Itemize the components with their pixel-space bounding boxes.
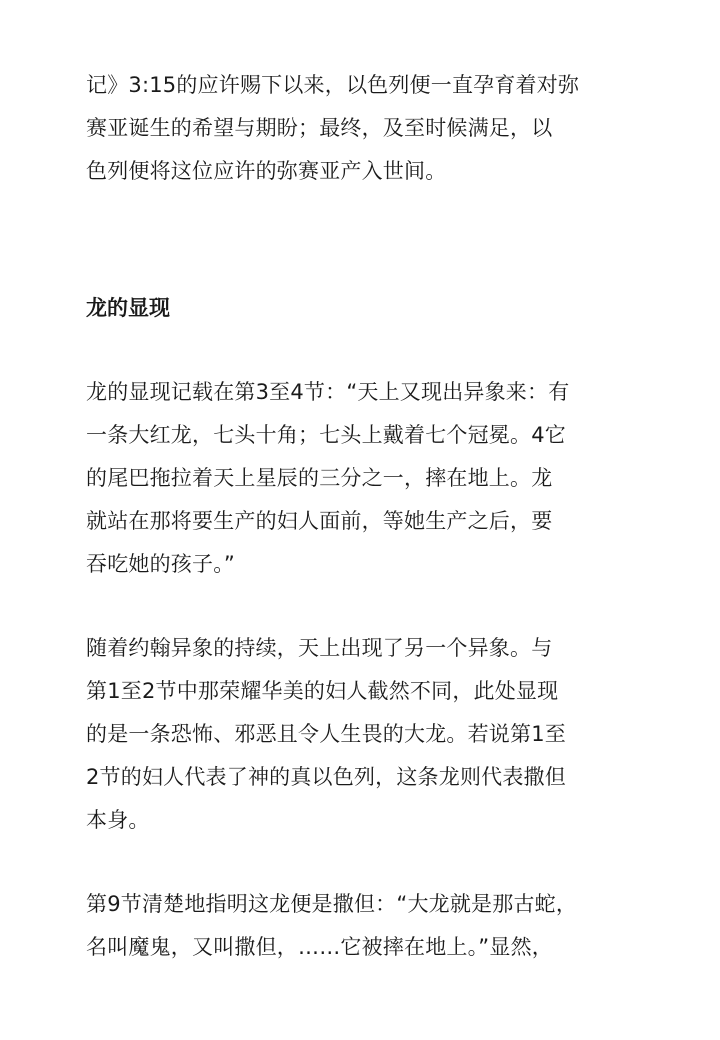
text-line: 随着约翰异象的持续，天上出现了另一个异象。与 [86, 636, 553, 660]
text-line: 就站在那将要生产的妇人面前，等她生产之后，要 [86, 509, 553, 533]
text-line: 吞吃她的孩子。” [86, 552, 235, 576]
text-line: 2节的妇人代表了神的真以色列，这条龙则代表撒但 [86, 765, 566, 789]
paragraph-verse-nine [86, 883, 634, 969]
text-line: 一条大红龙，七头十角；七头上戴着七个冠冕。4它 [86, 423, 566, 447]
paragraph-dragon-appearance [86, 371, 634, 586]
text-line: 龙的显现记载在第3至4节：“天上又现出异象来：有 [86, 380, 570, 404]
text-line: 记》3:15的应许赐下以来，以色列便一直孕育着对弥 [86, 73, 580, 97]
text-line: 名叫魔鬼，又叫撒但，……它被摔在地上。”显然， [86, 935, 553, 959]
paragraph-intro [86, 64, 634, 193]
paragraph-spacer [86, 842, 634, 883]
text-line: 的尾巴拖拉着天上星辰的三分之一，摔在地上。龙 [86, 466, 553, 490]
section-spacer [86, 193, 634, 287]
section-heading: 龙的显现 [86, 296, 170, 320]
text-line: 第9节清楚地指明这龙便是撒但：“大龙就是那古蛇， [86, 892, 578, 916]
article-body [86, 64, 634, 969]
text-line: 第1至2节中那荣耀华美的妇人截然不同，此处显现 [86, 679, 559, 703]
text-line: 色列便将这位应许的弥赛亚产入世间。 [86, 159, 447, 183]
paragraph-spacer [86, 330, 634, 371]
text-line: 赛亚诞生的希望与期盼；最终，及至时候满足，以 [86, 116, 553, 140]
paragraph-spacer [86, 586, 634, 627]
text-line: 本身。 [86, 808, 150, 832]
text-line: 的是一条恐怖、邪恶且令人生畏的大龙。若说第1至 [86, 722, 566, 746]
paragraph-vision-continues [86, 627, 634, 842]
